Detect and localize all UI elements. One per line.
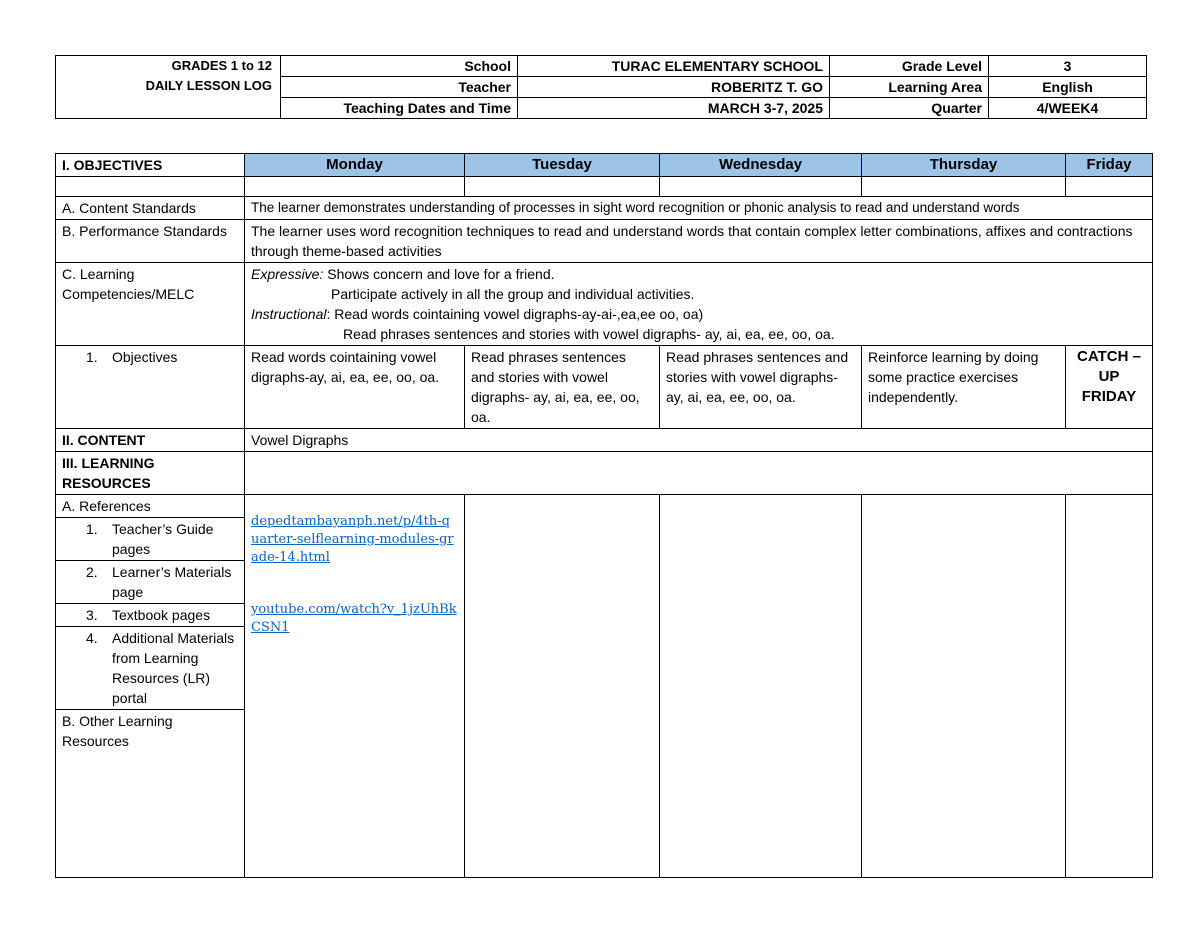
competencies-label: C. Learning Competencies/MELC (56, 263, 245, 346)
day-thursday: Thursday (862, 154, 1066, 177)
header-table (55, 55, 1147, 119)
resources-blank (245, 452, 1153, 495)
blank-cell (465, 177, 660, 197)
ref-num: 2. (86, 564, 98, 580)
competencies-cell (245, 263, 1153, 346)
objective-tuesday: Read phrases sentences and stories with vowel digraphs- ay, ai, ea, ee, oo, oa. (465, 346, 660, 429)
grade-value: 3 (989, 56, 1147, 77)
day-wednesday: Wednesday (660, 154, 862, 177)
objectives-heading: I. OBJECTIVES (56, 154, 245, 177)
quarter-value: 4/WEEK4 (989, 98, 1147, 119)
performance-standards-label: B. Performance Standards (56, 220, 245, 263)
grade-label: Grade Level (830, 56, 989, 77)
youtube-link[interactable]: youtube.com/watch?v_1jzUhBkCSN1 (251, 602, 457, 635)
log-title (56, 56, 281, 119)
objectives-row-label (56, 346, 245, 429)
school-label: School (281, 56, 518, 77)
objectives-label: Objectives (112, 349, 178, 365)
day-tuesday: Tuesday (465, 154, 660, 177)
ref-item (56, 561, 244, 604)
school-value: TURAC ELEMENTARY SCHOOL (518, 56, 830, 77)
expressive-label: Expressive: (251, 266, 324, 282)
ref-label: Textbook pages (112, 607, 211, 623)
content-heading: II. CONTENT (56, 429, 245, 452)
performance-standards-text: The learner uses word recognition techniques to read and understand words that contain complex letter combinations, affixes and contractions through theme-based activities (245, 220, 1153, 263)
blank-cell (56, 177, 245, 197)
references-monday (245, 495, 465, 878)
expressive-line (251, 264, 1146, 284)
other-resources-label: B. Other Learning Resources (62, 713, 173, 749)
references-thursday (862, 495, 1066, 878)
blank-cell (862, 177, 1066, 197)
blank-cell (660, 177, 862, 197)
teacher-label: Teacher (281, 77, 518, 98)
ref-label: Learner’s Materials page (112, 564, 232, 600)
dates-label: Teaching Dates and Time (281, 98, 518, 119)
resources-heading: III. LEARNING RESOURCES (56, 452, 245, 495)
expressive-line2: Participate actively in all the group and individual activities. (331, 286, 695, 302)
references-label: A. References (56, 495, 244, 518)
references-tuesday (465, 495, 660, 878)
objective-monday: Read words cointaining vowel digraphs-ay, ai, ea, ee, oo, oa. (245, 346, 465, 429)
ref-item (56, 627, 244, 710)
instructional-line2: Read phrases sentences and stories with vowel digraphs- ay, ai, ea, ee, oo, oa. (343, 326, 835, 342)
lesson-table (55, 153, 1153, 878)
content-value: Vowel Digraphs (245, 429, 1153, 452)
quarter-label: Quarter (830, 98, 989, 119)
ref-num: 3. (86, 607, 98, 623)
references-wednesday (660, 495, 862, 878)
blank-cell (245, 177, 465, 197)
instructional-text: : Read words cointaining vowel digraphs-ay-ai-,ea,ee oo, oa) (326, 306, 704, 322)
ref-item (56, 518, 244, 561)
objectives-num: 1. (86, 349, 98, 365)
ref-label: Teacher’s Guide pages (112, 521, 214, 557)
ref-num: 4. (86, 630, 98, 646)
day-friday: Friday (1066, 154, 1153, 177)
area-label: Learning Area (830, 77, 989, 98)
deped-link[interactable]: depedtambayanph.net/p/4th-quarter-selflearning-modules-grade-14.html (251, 514, 454, 565)
content-standards-label: A. Content Standards (56, 197, 245, 220)
blank-cell (1066, 177, 1153, 197)
content-standards-text: The learner demonstrates understanding of processes in sight word recognition or phonic analysis to read and understand words (245, 197, 1153, 220)
dates-value: MARCH 3-7, 2025 (518, 98, 830, 119)
references-cell (56, 495, 245, 878)
title-line1: GRADES 1 to 12 (171, 58, 272, 73)
teacher-value: ROBERITZ T. GO (518, 77, 830, 98)
ref-num: 1. (86, 521, 98, 537)
area-value: English (989, 77, 1147, 98)
instructional-label: Instructional (251, 306, 327, 322)
day-monday: Monday (245, 154, 465, 177)
ref-label: Additional Materials from Learning Resources (LR) portal (112, 630, 235, 706)
objective-friday: CATCH – UP FRIDAY (1066, 346, 1153, 429)
objective-wednesday: Read phrases sentences and stories with vowel digraphs-ay, ai, ea, ee, oo, oa. (660, 346, 862, 429)
title-line2: DAILY LESSON LOG (145, 78, 272, 93)
references-friday (1066, 495, 1153, 878)
objective-thursday: Reinforce learning by doing some practice exercises independently. (862, 346, 1066, 429)
ref-item (56, 604, 244, 627)
expressive-text: Shows concern and love for a friend. (323, 266, 555, 282)
instructional-line (251, 304, 1146, 324)
